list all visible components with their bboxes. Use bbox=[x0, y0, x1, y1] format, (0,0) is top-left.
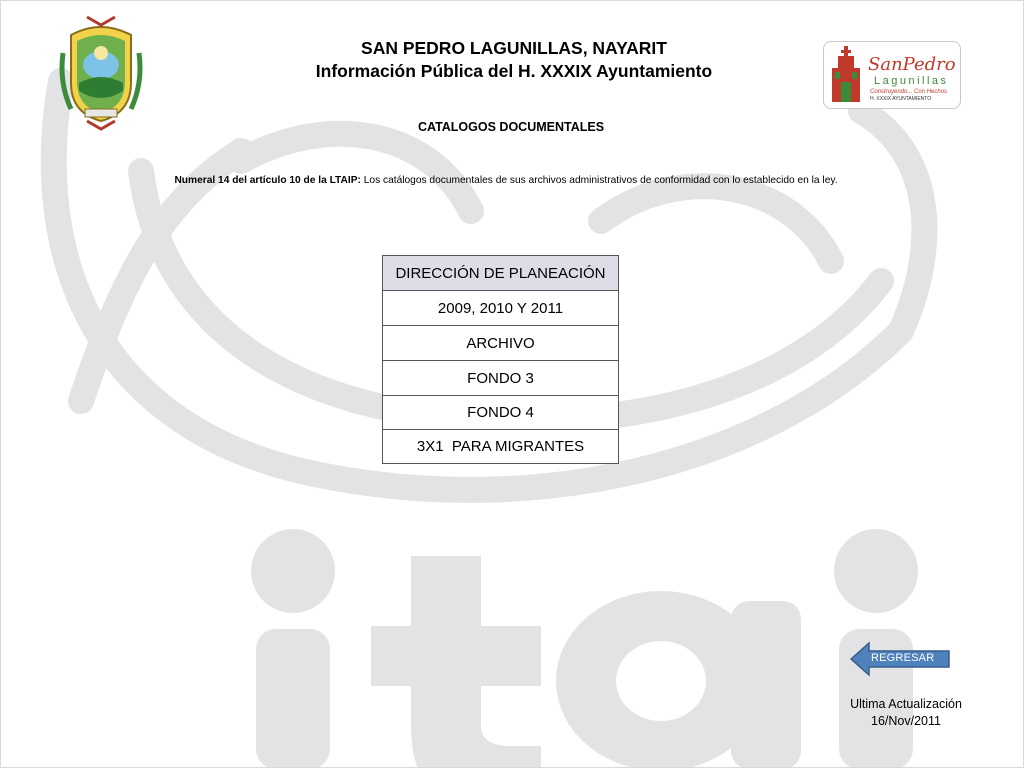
logo-subtagline: H. XXXIX AYUNTAMIENTO bbox=[870, 96, 932, 102]
title-line-institution: Información Pública del H. XXXIX Ayuntamiento bbox=[315, 61, 713, 81]
watermark-letters bbox=[251, 529, 918, 768]
catalog-table bbox=[382, 255, 619, 464]
san-pedro-logo bbox=[823, 41, 961, 109]
catalog-item-fondo-3[interactable]: FONDO 3 bbox=[383, 361, 619, 396]
catalog-header-row bbox=[383, 256, 619, 291]
title-line-municipality: SAN PEDRO LAGUNILLAS, NAYARIT bbox=[361, 38, 667, 58]
catalog-item-archivo[interactable]: ARCHIVO bbox=[383, 326, 619, 361]
update-label: Ultima Actualización bbox=[850, 697, 962, 711]
municipal-crest-logo bbox=[57, 13, 145, 131]
catalog-header-cell: DIRECCIÓN DE PLANEACIÓN bbox=[383, 256, 619, 291]
logo-subtitle: Lagunillas bbox=[874, 75, 949, 87]
page-title bbox=[241, 37, 787, 83]
description-text: Los catálogos documentales de sus archivos administrativos de conformidad con lo establecido en la ley. bbox=[360, 175, 838, 186]
catalog-row bbox=[383, 291, 619, 326]
catalog-row bbox=[383, 361, 619, 396]
catalog-row bbox=[383, 396, 619, 430]
back-button-label: REGRESAR bbox=[871, 652, 935, 664]
logo-brand: SanPedro bbox=[868, 54, 956, 75]
catalog-row bbox=[383, 430, 619, 464]
logo-tagline: Construyendo... Con Hechos bbox=[870, 89, 948, 95]
catalog-row bbox=[383, 326, 619, 361]
back-button[interactable] bbox=[849, 641, 953, 677]
section-title: CATALOGOS DOCUMENTALES bbox=[417, 120, 605, 134]
watermark-a-counter bbox=[616, 641, 706, 721]
legal-description bbox=[61, 175, 951, 186]
description-label: Numeral 14 del artículo 10 de la LTAIP: bbox=[174, 175, 361, 186]
catalog-item-fondo-4[interactable]: FONDO 4 bbox=[383, 396, 619, 430]
catalog-item-migrantes[interactable]: 3X1 PARA MIGRANTES bbox=[383, 430, 619, 464]
catalog-item-years[interactable]: 2009, 2010 Y 2011 bbox=[383, 291, 619, 326]
update-date: 16/Nov/2011 bbox=[871, 714, 941, 728]
church-icon bbox=[824, 42, 960, 108]
last-update bbox=[831, 696, 981, 730]
